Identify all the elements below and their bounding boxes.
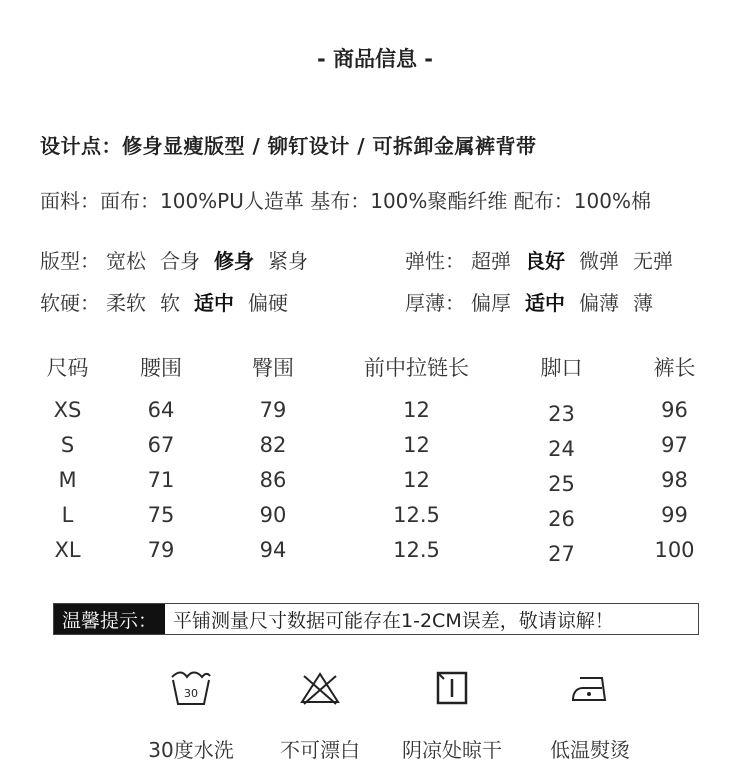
notice-tag: 温馨提示： [54,604,165,634]
cell-waist: 67 [147,432,175,457]
cell-size: S [60,432,75,457]
cell-zipper: 12.5 [393,502,440,527]
attr-option: 无弹 [633,249,673,273]
attr-option: 偏薄 [579,291,619,315]
care-no-bleach [245,668,395,763]
cell-length: 98 [661,467,688,492]
attr-option: 偏硬 [248,291,288,315]
table-row [30,427,730,462]
care-label: 30度水洗 [148,738,234,762]
cell-waist: 71 [147,467,175,492]
shade-dry-icon [430,668,474,708]
table-row [30,462,730,497]
cell-length: 99 [661,502,688,527]
no-bleach-icon [298,668,342,708]
header-size: 尺码 [46,356,89,380]
design-points: 设计点：修身显瘦版型 / 铆钉设计 / 可拆卸金属裤背带 [40,134,537,158]
wash-30-icon [169,668,213,708]
attr-option: 修身 [214,249,254,273]
attr-option: 适中 [194,291,234,315]
size-table [30,352,730,567]
cell-size: M [58,467,77,492]
cell-hip: 82 [259,432,287,457]
cell-zipper: 12 [403,397,430,422]
cell-waist: 79 [147,537,175,562]
cell-waist: 64 [147,397,175,422]
wash-temp-text: 30 [184,687,198,700]
cell-length: 100 [654,537,695,562]
cell-leg-opening: 27 [548,541,575,566]
cell-leg-opening: 24 [548,436,575,461]
attr-elasticity [405,245,687,274]
cell-leg-opening: 25 [548,471,575,496]
attr-option: 适中 [525,291,565,315]
header-zipper-length: 前中拉链长 [364,356,469,380]
cell-size: L [61,502,74,527]
care-label: 阴凉处晾干 [402,738,502,762]
measurement-notice [53,603,699,635]
cell-hip: 86 [259,467,287,492]
header-hip: 臀围 [252,356,294,380]
attr-label: 版型： [40,249,100,273]
attr-fit [40,245,322,274]
section-title: - 商品信息 - [316,47,434,71]
table-row [30,497,730,532]
cell-hip: 90 [259,502,287,527]
attr-option: 微弹 [579,249,619,273]
cell-zipper: 12 [403,467,430,492]
notice-message: 平铺测量尺寸数据可能存在1-2CM误差，敬请谅解！ [173,609,614,632]
cell-size: XS [53,397,82,422]
care-label: 低温熨烫 [550,738,630,762]
attr-option: 软 [160,291,180,315]
attr-option: 合身 [160,249,200,273]
care-wash [116,668,266,763]
attr-option: 柔软 [106,291,146,315]
header-waist: 腰围 [140,356,182,380]
care-low-iron [515,668,665,763]
size-table-header [30,352,730,392]
attr-thickness [405,287,667,316]
low-iron-icon [568,668,612,708]
header-leg-opening: 脚口 [540,356,583,380]
cell-length: 96 [661,397,688,422]
table-row [30,392,730,427]
table-row [30,532,730,567]
attr-label: 厚薄： [405,291,465,315]
attr-option: 超弹 [471,249,511,273]
fabric-composition: 面料：面布：100%PU人造革 基布：100%聚酯纤维 配布：100%棉 [40,189,651,213]
attr-softness [40,287,302,316]
attr-label: 弹性： [405,249,465,273]
cell-zipper: 12 [403,432,430,457]
cell-zipper: 12.5 [393,537,440,562]
cell-leg-opening: 23 [548,401,575,426]
attr-option: 紧身 [268,249,308,273]
attr-option: 良好 [525,249,565,273]
attr-option: 偏厚 [471,291,511,315]
cell-leg-opening: 26 [548,506,575,531]
cell-waist: 75 [147,502,175,527]
cell-hip: 94 [259,537,287,562]
cell-hip: 79 [259,397,287,422]
attr-label: 软硬： [40,291,100,315]
care-shade-dry [377,668,527,763]
attr-option: 宽松 [106,249,146,273]
cell-length: 97 [661,432,688,457]
care-label: 不可漂白 [280,738,360,762]
attr-option: 薄 [633,291,653,315]
cell-size: XL [54,537,81,562]
header-pants-length: 裤长 [653,356,696,380]
